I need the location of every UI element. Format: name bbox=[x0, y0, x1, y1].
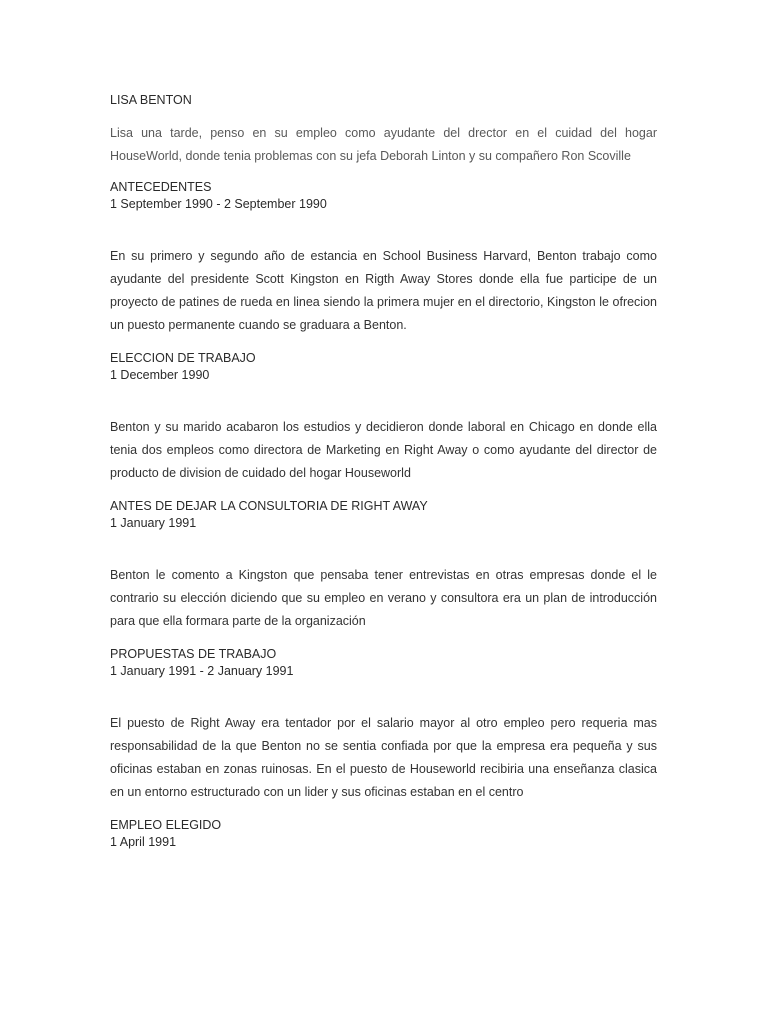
section-propuestas-de-trabajo bbox=[110, 646, 657, 805]
section-text: En su primero y segundo año de estancia en School Business Harvard, Benton trabajo como ayudante del presidente Scott Kingston en Rigth Away Stores donde ella fue participe de un proyecto de patines de rueda en linea siendo la primera mujer en el directorio, Kingston le ofrecion un puesto permanente cuando se graduara a Benton. bbox=[110, 248, 657, 333]
document-title: LISA BENTON bbox=[110, 93, 192, 107]
section-text: Benton y su marido acabaron los estudios y decidieron donde laboral en Chicago en donde ella tenia dos empleos como directora de Marketing en Right Away o como ayudante del director de producto de division de cuidado del hogar Houseworld bbox=[110, 419, 657, 481]
section-date: 1 January 1991 - 2 January 1991 bbox=[110, 663, 294, 678]
section-text: El puesto de Right Away era tentador por el salario mayor al otro empleo pero requeria mas responsabilidad de la que Benton no se sentia confiada por que la empresa era pequeña y sus oficinas estaban en zonas ruinosas. En el puesto de Houseworld recibiria una enseñanza clasica en un entorno estructurado con un lider y sus oficinas estaban en el centro bbox=[110, 715, 657, 800]
section-heading: ANTECEDENTES bbox=[110, 179, 212, 194]
section-date: 1 December 1990 bbox=[110, 367, 210, 382]
intro-paragraph: Lisa una tarde, penso en su empleo como ayudante del drector en el cuidad del hogar HouseWorld, donde tenia problemas con su jefa Deborah Linton y su compañero Ron Scoville bbox=[110, 126, 657, 164]
section-text: Benton le comento a Kingston que pensaba tener entrevistas en otras empresas donde el le contrario su elección diciendo que su empleo en verano y consultora era un plan de introducción para que ella formara parte de la organización bbox=[110, 567, 657, 629]
section-date: 1 September 1990 - 2 September 1990 bbox=[110, 196, 327, 211]
section-empleo-elegido bbox=[110, 817, 657, 851]
section-heading: ANTES DE DEJAR LA CONSULTORIA DE RIGHT AWAY bbox=[110, 498, 428, 513]
section-heading: ELECCION DE TRABAJO bbox=[110, 350, 256, 365]
section-heading: EMPLEO ELEGIDO bbox=[110, 817, 222, 832]
section-antes-de-dejar bbox=[110, 498, 657, 634]
section-date: 1 January 1991 bbox=[110, 515, 197, 530]
section-eleccion-de-trabajo bbox=[110, 350, 657, 486]
section-antecedentes bbox=[110, 179, 657, 338]
section-date: 1 April 1991 bbox=[110, 834, 177, 849]
section-heading: PROPUESTAS DE TRABAJO bbox=[110, 646, 277, 661]
